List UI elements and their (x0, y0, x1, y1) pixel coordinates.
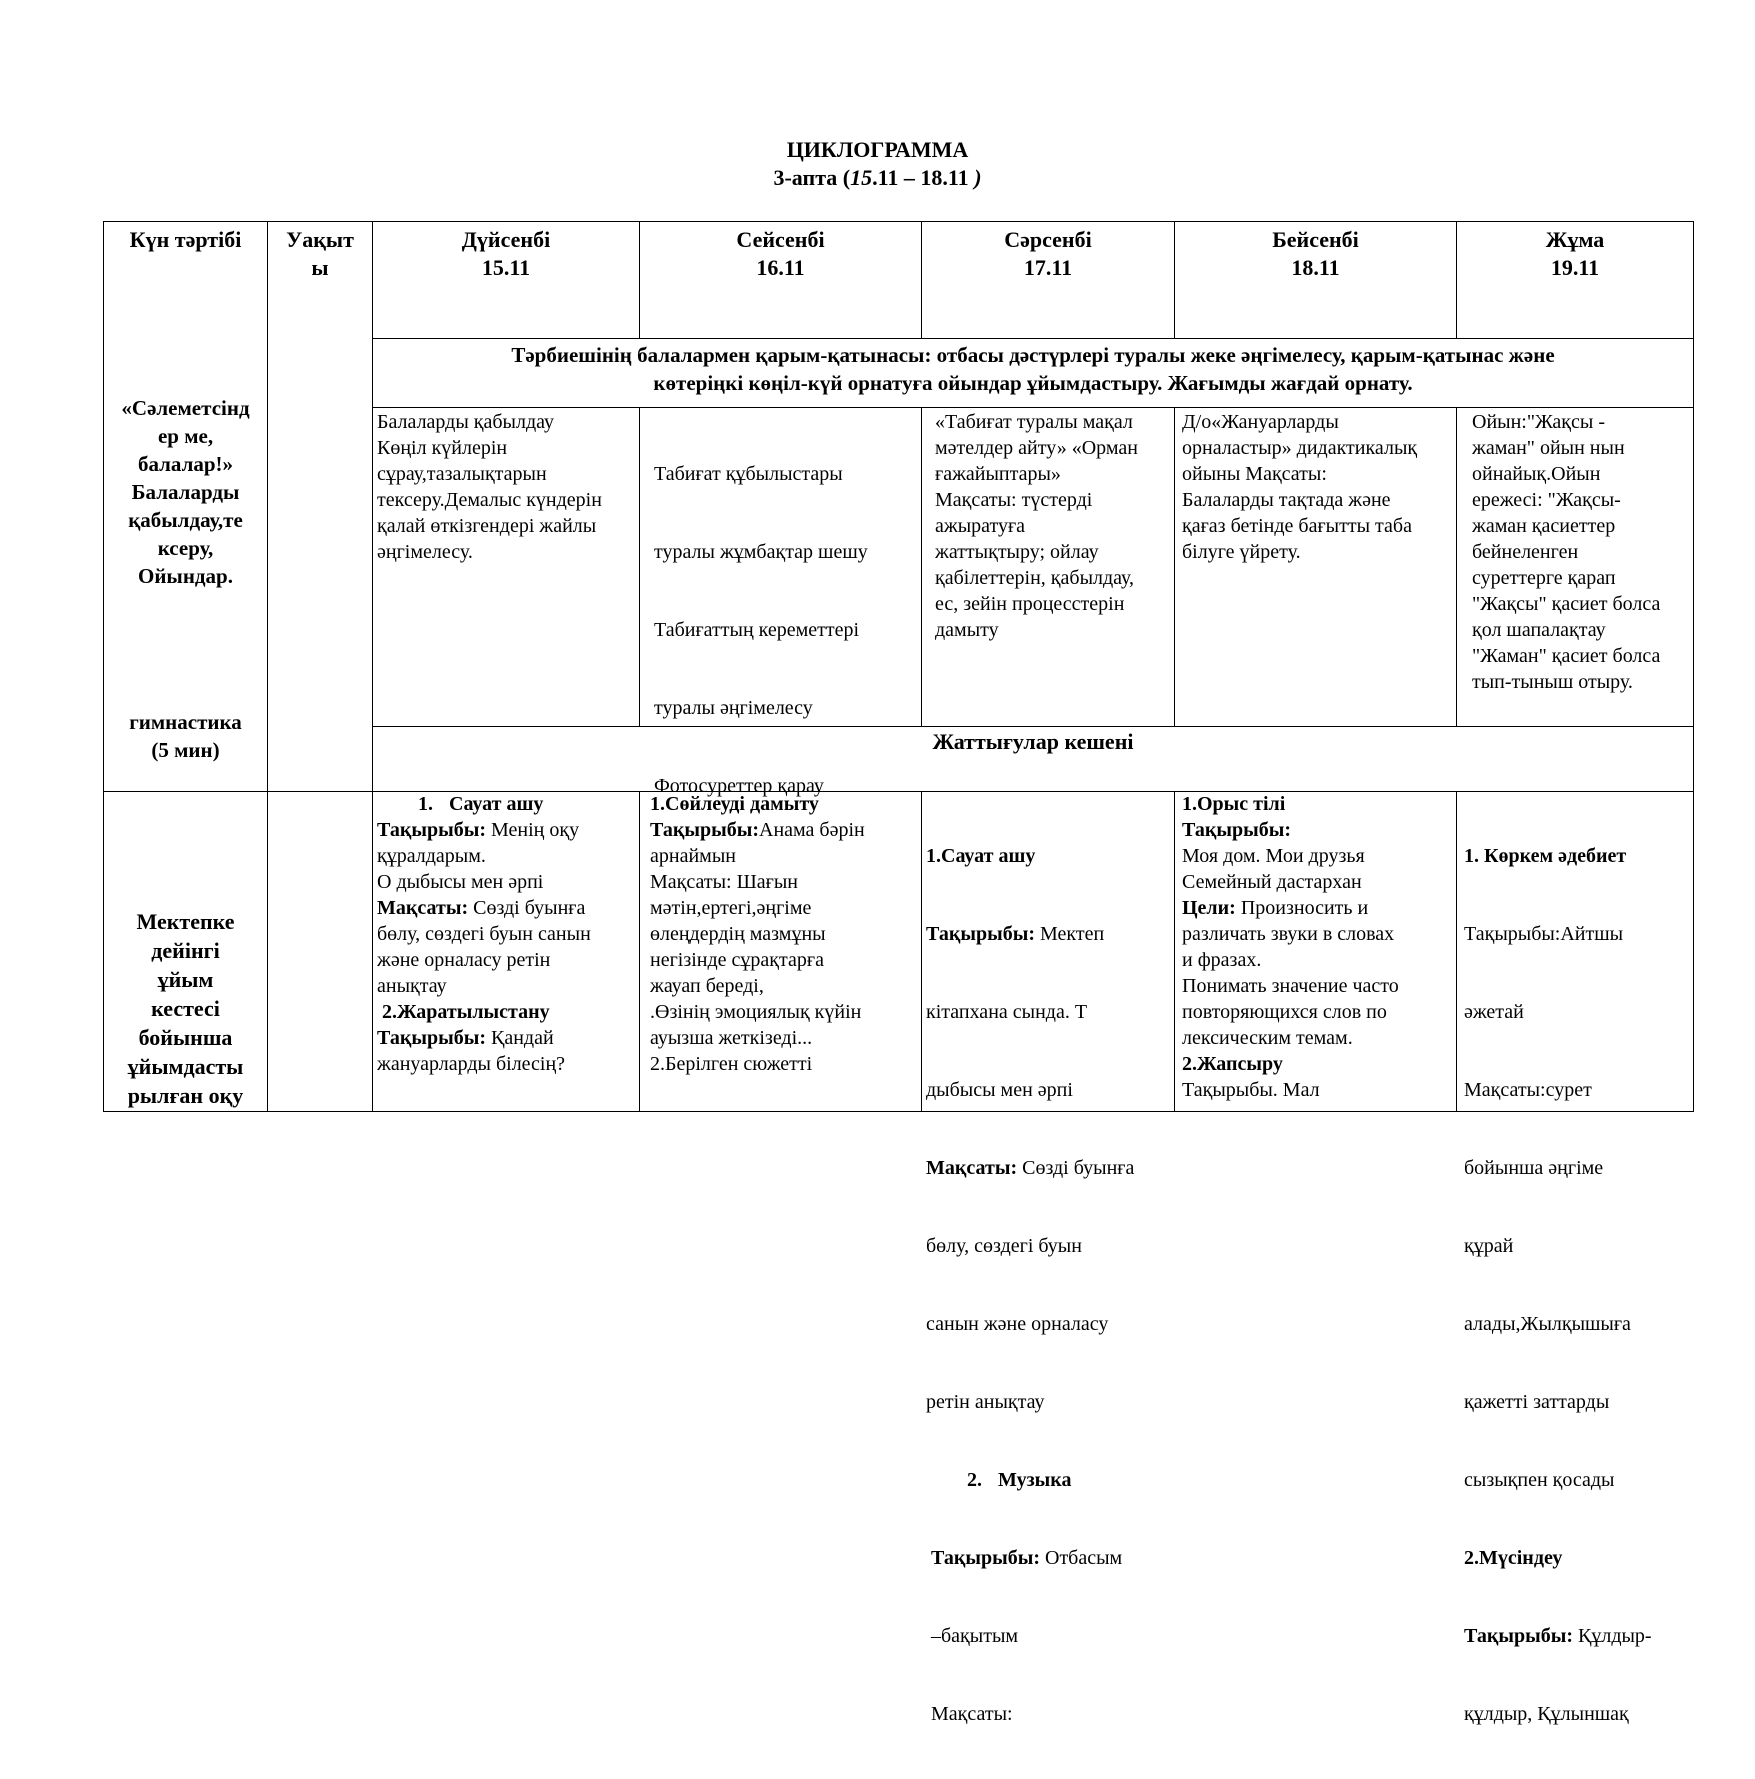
label-line: қабылдау,те (128, 508, 243, 532)
banner-line: Тәрбиешінің балалармен қарым-қатынасы: отбасы дәстүрлері туралы жеке әңгімелесу, қарым-қатынас және (511, 343, 1555, 367)
text-line: .Өзінің эмоциялық күйін (650, 1001, 862, 1023)
text-line: тексеру.Демалыс күндерін (377, 489, 602, 511)
topic-text: Қандай (486, 1027, 554, 1049)
text-line: құрай (1464, 1235, 1514, 1257)
text-line: повторяющихся слов по (1182, 1001, 1387, 1023)
topic-label: Тақырыбы: (377, 1027, 486, 1049)
day-name: Сәрсенбі (1004, 227, 1092, 252)
subject-title: 1.Сауат ашу (926, 845, 1036, 867)
label-line: ер ме, (157, 424, 214, 448)
label-line: «Сәлеметсінд (121, 396, 250, 420)
text-line: Понимать значение часто (1182, 975, 1399, 997)
text-line: «Табиғат туралы мақал (935, 411, 1133, 433)
topic-text: Құлдыр- (1573, 1625, 1652, 1647)
day-header-thursday (1174, 226, 1457, 282)
day-header-monday (372, 226, 640, 282)
text-line: тып-тыныш отыру. (1472, 671, 1633, 693)
text-line: анықтау (377, 975, 447, 997)
text-line: Балаларды қабылдау (377, 411, 555, 433)
text-line: "Жаман" қасиет болса (1472, 645, 1661, 667)
day-name: Дүйсенбі (461, 227, 551, 252)
topic-line (1464, 1623, 1694, 1649)
text-line: бөлу, сөздегі буын (926, 1235, 1082, 1257)
banner-text (372, 341, 1694, 397)
text-line: негізінде сұрақтарға (650, 949, 824, 971)
label-line: балалар!» (137, 452, 234, 476)
subject-title: 2.Жаратылыстану (382, 1001, 550, 1023)
text-line: Табиғаттың кереметтері (654, 619, 860, 641)
day-date: 16.11 (756, 255, 805, 280)
wednesday-lesson (926, 791, 1174, 1779)
time-header (267, 226, 373, 282)
range-close: ) (974, 165, 982, 190)
page-subtitle: 3-апта (15.11 – 18.11 ) (773, 165, 982, 190)
goal-line (1182, 895, 1456, 921)
day-date: 19.11 (1550, 255, 1600, 280)
text-line: қабілеттерін, қабылдау, (935, 567, 1135, 589)
text-line: Фотосуреттер қарау (654, 775, 824, 797)
goal-text: Произносить и (1235, 897, 1369, 919)
text-line: дыбысы мен әрпі (926, 1079, 1073, 1101)
page-title: ЦИКЛОГРАММА (786, 137, 969, 162)
day-header-wednesday (921, 226, 1175, 282)
topic-text: Мектеп (1035, 923, 1105, 945)
goal-label: Цели: (1182, 897, 1236, 919)
thursday-lesson (1182, 791, 1456, 1103)
text-line: жаттықтыру; ойлау (935, 541, 1099, 563)
text-line: бойынша әңгіме (1464, 1157, 1604, 1179)
subject-title (926, 1467, 1174, 1493)
goal-text: Сөзді буынға (468, 897, 586, 919)
wednesday-activity (935, 409, 1175, 643)
text-line: и фразах. (1182, 949, 1262, 971)
label-line: (5 мин) (151, 738, 220, 762)
topic-line (650, 817, 920, 843)
time-header-line: Уақыт (286, 227, 354, 252)
range-start: 15 (850, 165, 873, 190)
topic-line (377, 817, 639, 843)
time-column (267, 221, 373, 1112)
subject-number: 2. (967, 1469, 982, 1491)
topic-text: Отбасым (1040, 1547, 1123, 1569)
text-line: ес, зейін процесстерін (935, 593, 1125, 615)
text-line: Балаларды тақтада және (1182, 489, 1391, 511)
monday-lesson (377, 791, 639, 1077)
label-line: ксеру, (157, 536, 214, 560)
text-line: қажетті заттарды (1464, 1391, 1610, 1413)
text-line: О дыбысы мен әрпі (377, 871, 544, 893)
subject-title: 2.Жапсыру (1182, 1053, 1283, 1075)
text-line: білуге үйрету. (1182, 541, 1301, 563)
label-line: ұйым (157, 967, 214, 992)
text-line: различать звуки в словах (1182, 923, 1395, 945)
text-line: санын және орналасу (926, 1313, 1109, 1335)
text-line: 2.Берілген сюжетті (650, 1053, 813, 1075)
label-line: рылған оқу (127, 1083, 244, 1108)
text-line: құралдарым. (377, 845, 486, 867)
routine-header: Күн тәртібі (129, 227, 242, 252)
text-line: лексическим темам. (1182, 1027, 1353, 1049)
day-name: Сейсенбі (736, 227, 825, 252)
exercise-label: Жаттығулар кешені (932, 729, 1134, 754)
text-line: ғажайыптары» (935, 463, 1061, 485)
topic-label: Тақырыбы: (926, 923, 1035, 945)
text-line: құлдыр, Құлыншақ (1464, 1703, 1629, 1725)
section2-label (103, 907, 268, 1110)
text-line: ойнайық.Ойын (1472, 463, 1601, 485)
text-line: жануарларды білесің? (377, 1053, 566, 1075)
text-line: ажыратуға (935, 515, 1026, 537)
label-line: Мектепке (136, 909, 235, 934)
label-line: кестесі (151, 996, 220, 1021)
text-line: сызықпен қосады (1464, 1469, 1615, 1491)
topic-text: Анама бәрін (759, 819, 865, 841)
time-header-line: ы (311, 255, 329, 280)
label-line: Балаларды (131, 480, 240, 504)
text-line: алады,Жылқышыға (1464, 1313, 1631, 1335)
text-line: жауап береді, (650, 975, 764, 997)
text-line: Семейный дастархан (1182, 871, 1362, 893)
tuesday-activity (654, 409, 920, 851)
text-line: Ойын:"Жақсы - (1472, 411, 1605, 433)
text-line: Мақсаты:сурет (1464, 1079, 1592, 1101)
monday-activity (377, 409, 639, 565)
text-line: Көңіл күйлерін (377, 437, 508, 459)
text-line: және орналасу ретін (377, 949, 551, 971)
goal-line (926, 1155, 1174, 1181)
label-line: дейінгі (151, 938, 220, 963)
subject-title (377, 791, 639, 817)
text-line: туралы жұмбақтар шешу (654, 541, 868, 563)
subject-number: 1. (418, 793, 433, 815)
subject-title: 1.Орыс тілі (1182, 793, 1286, 815)
day-name: Жұма (1545, 227, 1605, 252)
text-line: Мақсаты: (931, 1703, 1013, 1725)
text-line: "Жақсы" қасиет болса (1472, 593, 1661, 615)
text-line: туралы әңгімелесу (654, 697, 813, 719)
subject-title: 1. Көркем әдебиет (1464, 845, 1627, 867)
text-line: Тақырыбы. Мал (1182, 1079, 1320, 1101)
text-line: Д/о«Жануарларды (1182, 411, 1339, 433)
topic-line (926, 1545, 1174, 1571)
topic-line (926, 921, 1174, 947)
text-line: Тақырыбы:Айтшы (1464, 923, 1624, 945)
text-line: мәтелдер айту» «Орман (935, 437, 1138, 459)
text-line: ретін анықтау (926, 1391, 1045, 1413)
topic-label: Тақырыбы: (1464, 1625, 1573, 1647)
label-line: бойынша (138, 1025, 233, 1050)
thursday-activity (1182, 409, 1456, 565)
day-header-friday (1456, 226, 1694, 282)
week-label: 3-апта (773, 165, 838, 190)
text-line: жаман" ойын нын (1472, 437, 1625, 459)
subject-title: 2.Мүсіндеу (1464, 1547, 1563, 1569)
goal-line (377, 895, 639, 921)
text-line: ойыны Мақсаты: (1182, 463, 1327, 485)
topic-label: Тақырыбы: (377, 819, 486, 841)
topic-text: Менің оқу (486, 819, 580, 841)
range-rest: .11 – 18.11 (872, 165, 969, 190)
subject-name: Сауат ашу (449, 793, 544, 815)
subject-title: 1.Сөйлеуді дамыту (650, 793, 819, 815)
gym-label (103, 708, 268, 764)
text-line: мәтін,ертегі,әңгіме (650, 897, 812, 919)
text-line: сұрау,тазалықтарын (377, 463, 547, 485)
day-date: 17.11 (1023, 255, 1073, 280)
day-date: 18.11 (1291, 255, 1340, 280)
text-line: қағаз бетінде бағытты таба (1182, 515, 1412, 537)
goal-label: Мақсаты: (377, 897, 469, 919)
friday-activity (1472, 409, 1694, 695)
text-line: Моя дом. Мои друзья (1182, 845, 1365, 867)
text-line: ережесі: "Жақсы- (1472, 489, 1621, 511)
text-line: әжетай (1464, 1001, 1524, 1023)
text-line: бейнеленген (1472, 541, 1579, 563)
section1-label (103, 394, 268, 590)
day-name: Бейсенбі (1272, 227, 1359, 252)
text-line: қалай өткізгендері жайлы (377, 515, 597, 537)
subject-name: Музыка (998, 1469, 1072, 1491)
topic-label: Тақырыбы: (1182, 819, 1291, 841)
day-header-tuesday (639, 226, 922, 282)
text-line: бөлу, сөздегі буын санын (377, 923, 591, 945)
day-date: 15.11 (481, 255, 531, 280)
text-line: Табиғат құбылыстары (654, 463, 843, 485)
goal-text: Сөзді буынға (1017, 1157, 1135, 1179)
tuesday-lesson (650, 791, 920, 1077)
text-line: әңгімелесу. (377, 541, 473, 563)
text-line: ауызша жеткізеді... (650, 1027, 813, 1049)
text-line: орналастыр» дидактикалық (1182, 437, 1418, 459)
label-line: гимнастика (129, 710, 242, 734)
text-line: Мақсаты: Шағын (650, 871, 798, 893)
topic-label: Тақырыбы: (931, 1547, 1040, 1569)
friday-lesson (1464, 791, 1694, 1779)
text-line: –бақытым (931, 1625, 1019, 1647)
goal-label: Мақсаты: (926, 1157, 1018, 1179)
banner-line: көтеріңкі көңіл-күй орнатуға ойындар ұйымдастыру. Жағымды жағдай орнату. (653, 371, 1413, 395)
text-line: дамыту (935, 619, 999, 641)
text-line: кітапхана сында. Т (926, 1001, 1088, 1023)
text-line: арнаймын (650, 845, 736, 867)
label-line: Ойындар. (138, 564, 233, 588)
text-line: Мақсаты: түстерді (935, 489, 1093, 511)
text-line: қол шапалақтау (1472, 619, 1606, 641)
text-line: суреттерге қарап (1472, 567, 1616, 589)
topic-label: Тақырыбы: (650, 819, 759, 841)
text-line: жаман қасиеттер (1472, 515, 1616, 537)
text-line: өлеңдердің мазмұны (650, 923, 826, 945)
topic-line (377, 1025, 639, 1051)
label-line: ұйымдасты (127, 1054, 244, 1079)
